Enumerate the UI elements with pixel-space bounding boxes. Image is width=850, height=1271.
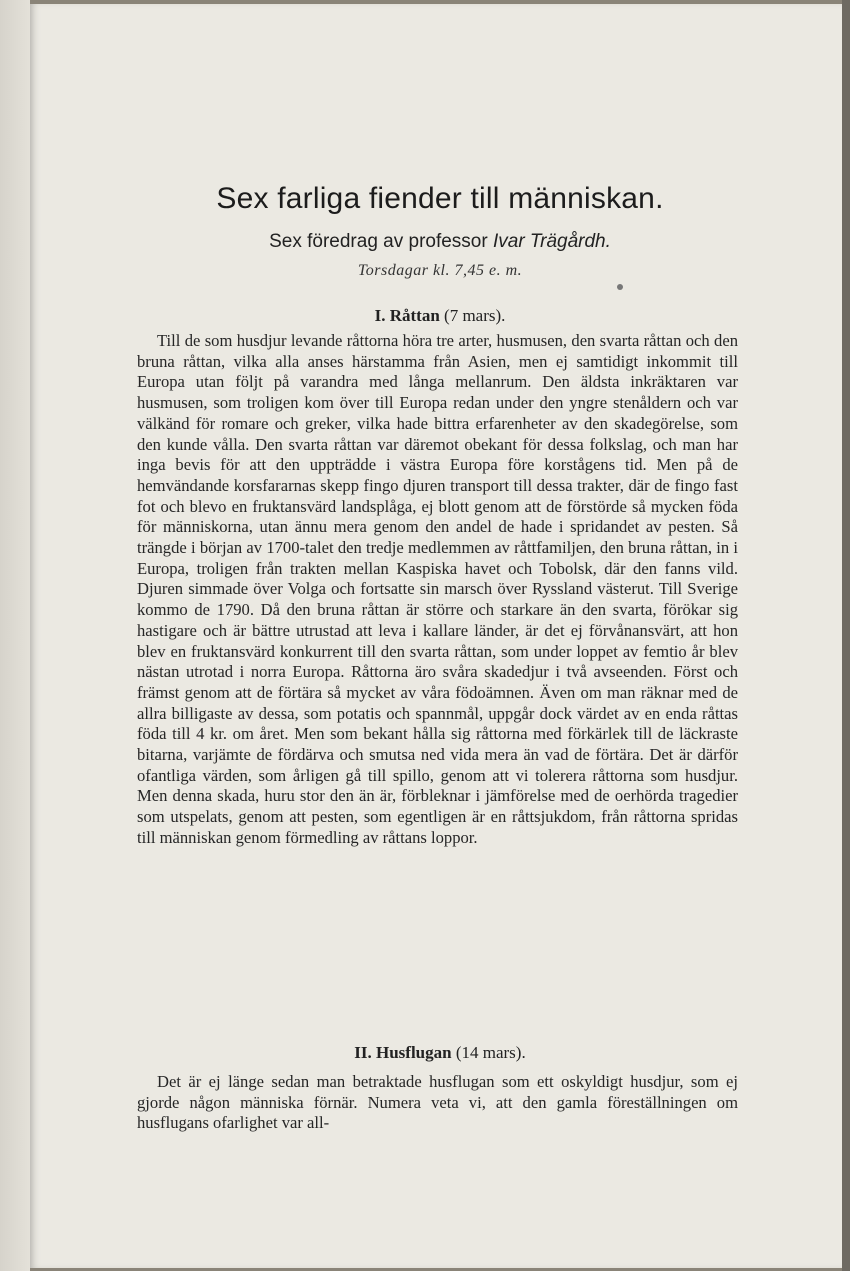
section-body-2: Det är ej länge sedan man betraktade husflugan som ett oskyldigt husdjur, som ej gjorde någon människa förnär. Numera veta vi, att den gamla föreställningen om husflugans ofarlighet var all-: [137, 1072, 738, 1133]
section-title: Råttan: [389, 306, 440, 325]
section-date: (7 mars).: [444, 306, 506, 325]
section-heading-2: [100, 1043, 780, 1063]
section-number: II.: [354, 1043, 372, 1062]
lecturer-name: Ivar Trägårdh.: [492, 231, 611, 252]
section-heading-1: [100, 306, 780, 326]
section-number: I.: [374, 306, 386, 325]
schedule-line: Torsdagar kl. 7,45 e. m.: [357, 262, 523, 279]
binding-edge: [0, 0, 30, 1271]
page-title: Sex farliga fiender till människan.: [216, 182, 664, 215]
section-body-1: Till de som husdjur levande råttorna höra tre arter, husmusen, den svarta råttan och den bruna råttan, vilka alla anses härstamma från Asien, men ej samtidigt inkommit till Europa utan följt på varandra med långa mellanrum. Den äldsta inkräktaren var husmusen, som troligen kom över till Europa redan under den yngre stenåldern och var välkänd för romare och greker, vilka hade bittra erfarenheter av den skadegörelse, som den kunde vålla. Den svarta råttan var däremot obekant för dessa folkslag, och man har inga bevis för att den uppträdde i västra Europa före korstågens tid. Men på de hemvändande korsfararnas skepp fingo djuren transport till dessa trakter, där de fingo fast fot och blevo en fruktansvärd landsplåga, ej blott genom att de förstörde så mycken föda för människorna, utan ännu mera genom den andel de hade i spridandet av pesten. Så trängde i början av 1700-talet den tredje medlemmen av råttfamiljen, den bruna råttan, in i Europa, troligen från trakten mellan Kaspiska havet och Tobolsk, där den fanns vild. Djuren simmade över Volga och fortsatte sin marsch över Ryssland västerut. Till Sverige kommo de 1790. Då den bruna råttan är större och starkare än den svarta, förökar sig hastigare och är bättre utrustad att leva i kallare länder, är det ej förvånansvärt, att hon blev en fruktansvärd konkurrent till den svarta råttan, som under loppet av femtio år blev nästan utrotad i norra Europa. Råttorna äro svåra skadedjur i två avseenden. Först och främst genom att de förtära så mycket av våra födoämnen. Även om man räknar med de allra billigaste av dessa, som potatis och spannmål, uppgår dock värdet av en enda råttas föda till 4 kr. om året. Men som bekant hålla sig råttorna med förkärlek till de läckraste bitarna, varjämte de fördärva och smutsa ned vida mera än vad de förtära. Det är därför ofantliga värden, som årligen gå till spillo, genom att vi tolerera råttorna som husdjur. Men denna skada, huru stor den än är, förbleknar i jämförelse med de oerhörda tragedier som utspelats, genom att pesten, som egentligen är en råttsjukdom, från råttorna spridas till människan genom förmedling av råttans loppor.: [137, 331, 738, 847]
section-date: (14 mars).: [455, 1043, 526, 1062]
subtitle: [100, 231, 780, 253]
subtitle-prefix: Sex föredrag av professor: [269, 231, 493, 252]
section-title: Husflugan: [376, 1043, 452, 1062]
page-edge-shadow: [842, 0, 850, 1271]
ink-spot: [617, 284, 623, 290]
